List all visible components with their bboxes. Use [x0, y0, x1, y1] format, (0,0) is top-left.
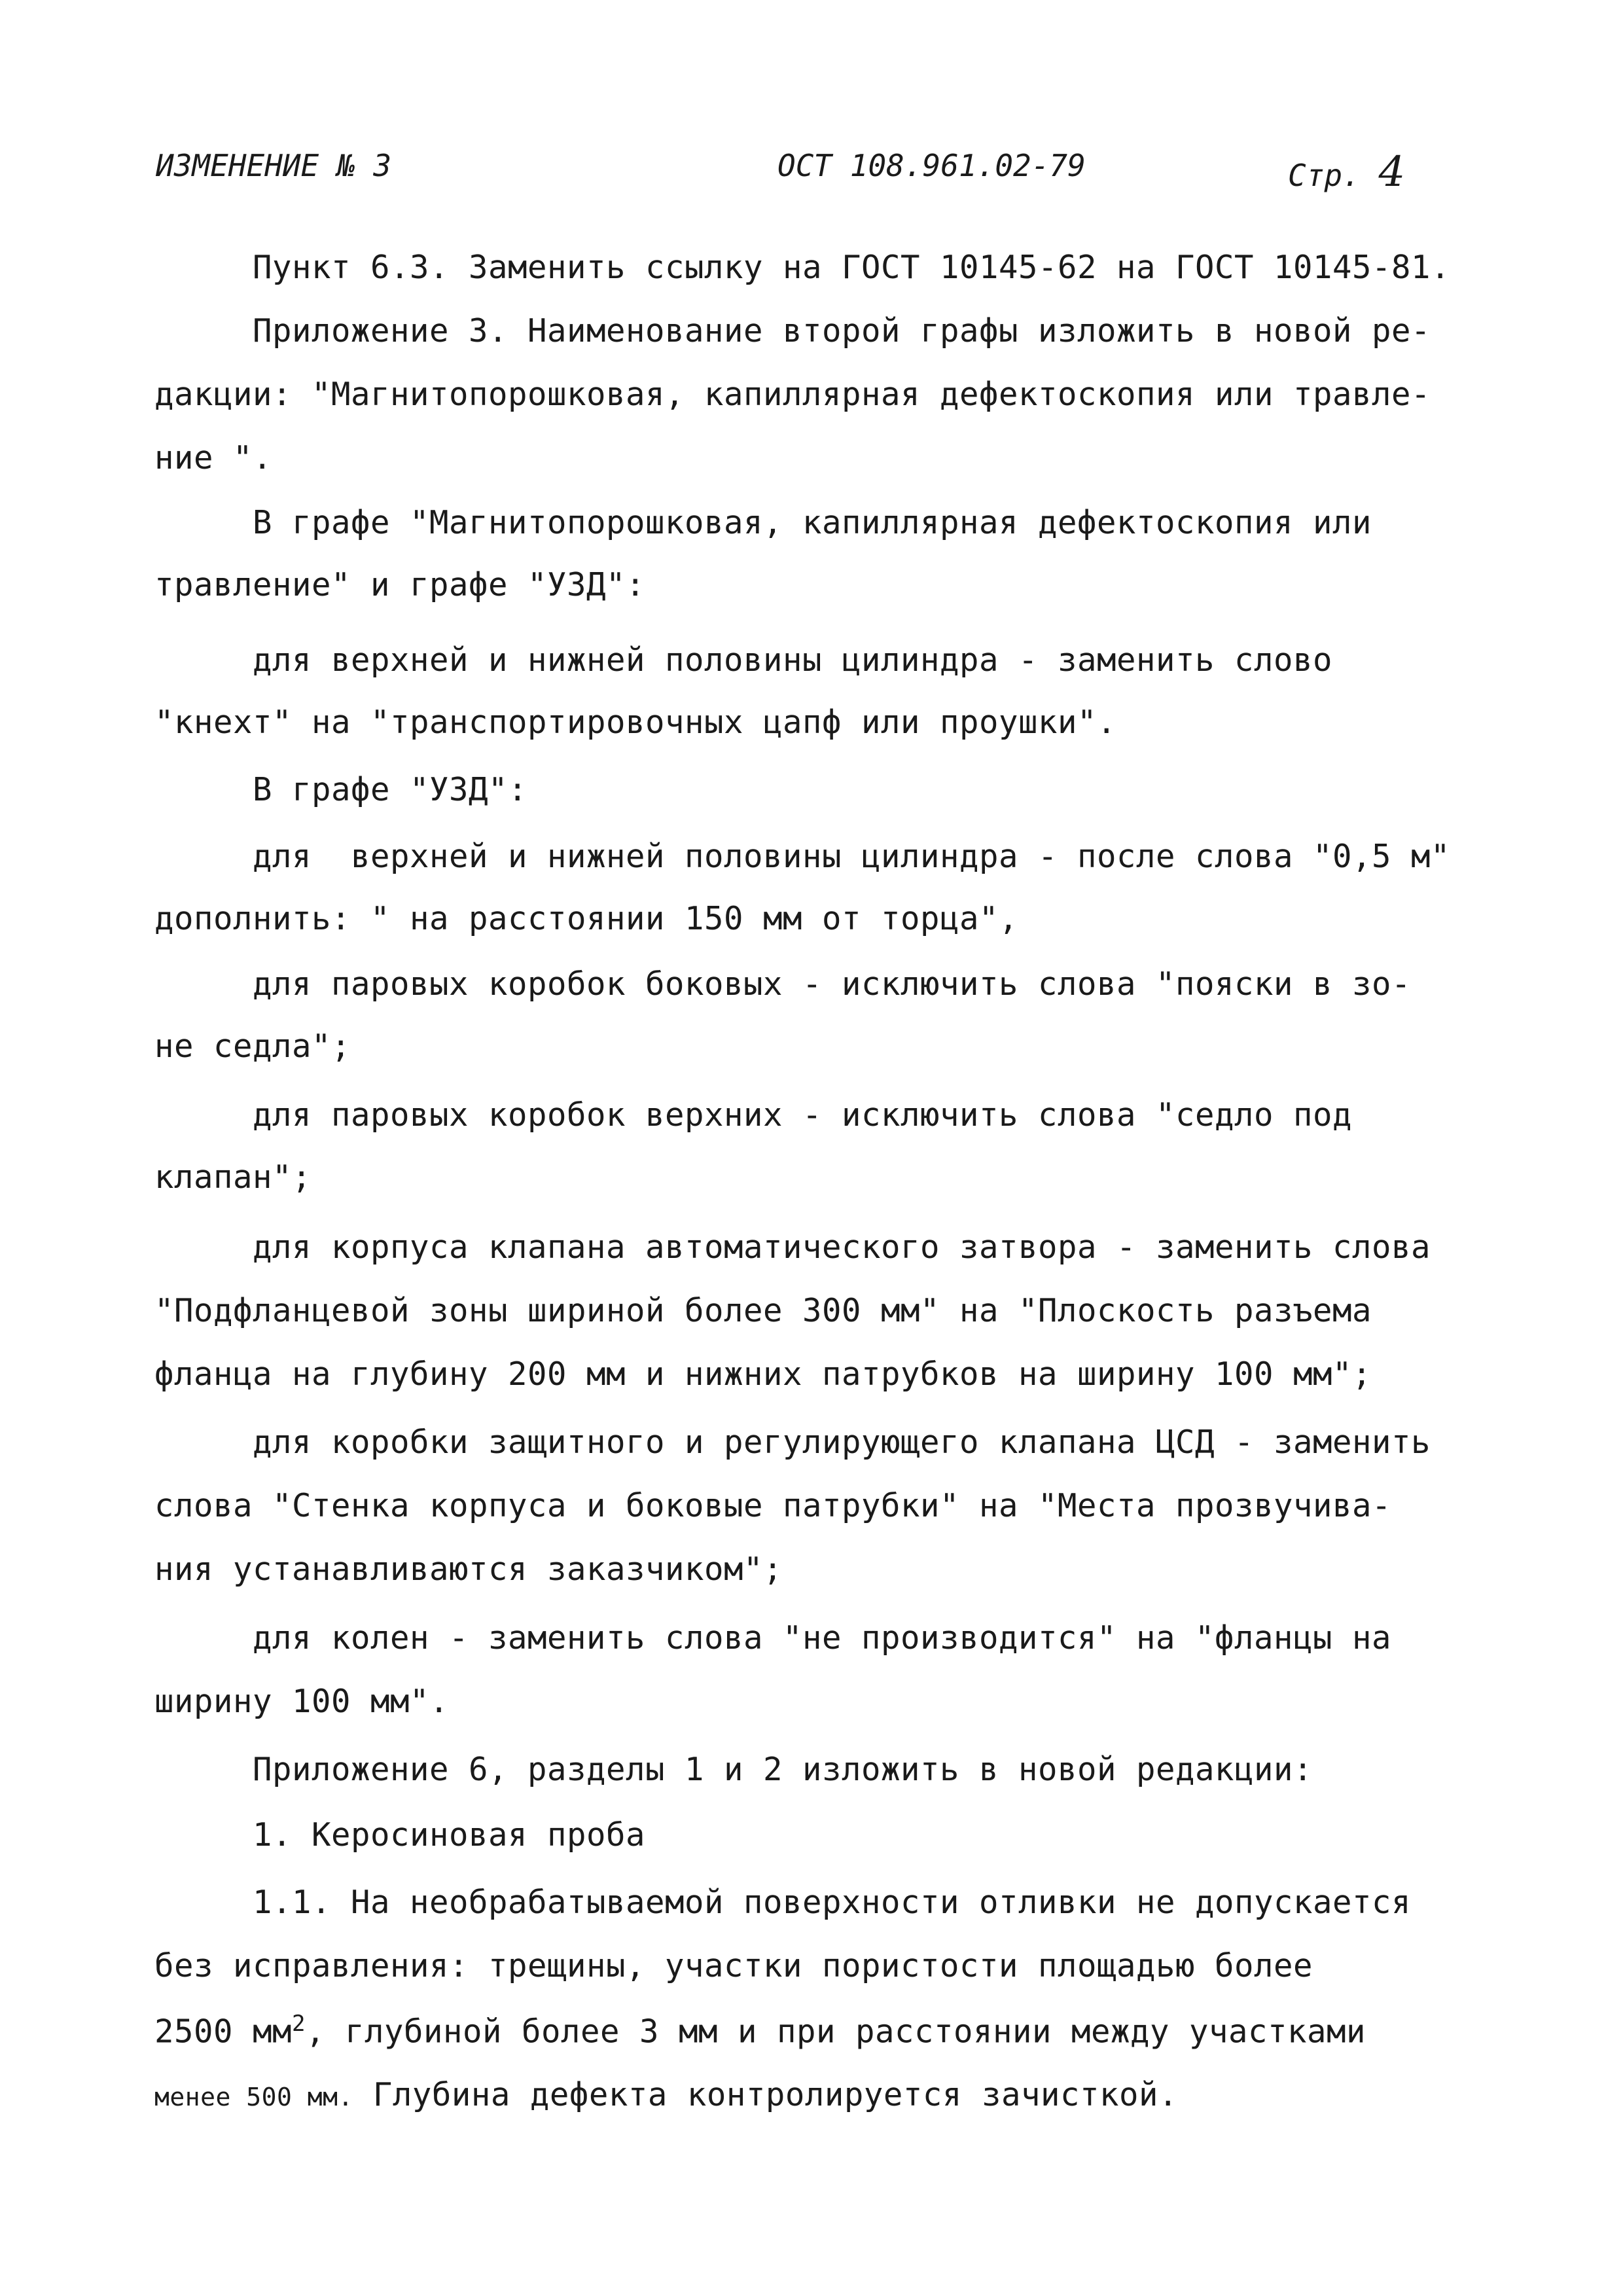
- text-line: травление" и графе "УЗД":: [154, 566, 646, 603]
- text-line: ширину 100 мм".: [154, 1683, 450, 1720]
- text-line: слова "Стенка корпуса и боковые патрубки" на "Места прозвучива-: [154, 1487, 1392, 1524]
- text-line: дакции: "Магнитопорошковая, капиллярная дефектоскопия или травле-: [154, 376, 1431, 413]
- page-label: [1288, 148, 1405, 196]
- text-continuation: , глубиной более 3 мм и при расстоянии между участками: [306, 2013, 1366, 2051]
- text-line: для паровых коробок верхних - исключить слова "седло под: [253, 1096, 1353, 1134]
- text-line: без исправления: трещины, участки пористости площадью более: [154, 1947, 1313, 1984]
- standard-code: ОСТ 108.961.02-79: [777, 148, 1086, 183]
- text-line: клапан";: [154, 1158, 312, 1196]
- text-line: для паровых коробок боковых - исключить слова "пояски в зо-: [253, 965, 1412, 1003]
- text-line: ния устанавливаются заказчиком";: [154, 1551, 783, 1588]
- text-line: для колен - заменить слова "не производится" на "фланцы на: [253, 1619, 1392, 1657]
- text-line: для коробки защитного и регулирующего клапана ЦСД - заменить: [253, 1424, 1431, 1461]
- page-number: 4: [1378, 148, 1406, 196]
- small-text: менее 500 мм.: [154, 2083, 353, 2111]
- page-label-text: Стр.: [1288, 158, 1361, 193]
- text-line: фланца на глубину 200 мм и нижних патрубков на ширину 100 мм";: [154, 1355, 1372, 1393]
- text-line: [154, 2011, 1366, 2050]
- text-line: ние ".: [154, 439, 273, 476]
- text-line: Приложение 6, разделы 1 и 2 изложить в новой редакции:: [253, 1751, 1313, 1788]
- text-line: Приложение 3. Наименование второй графы изложить в новой ре-: [253, 312, 1431, 350]
- text-continuation: Глубина дефекта контролируется зачисткой.: [353, 2076, 1178, 2113]
- superscript-2: 2: [292, 2011, 306, 2037]
- text-line: "Подфланцевой зоны шириной более 300 мм" на "Плоскость разъема: [154, 1292, 1372, 1329]
- amendment-number: ИЗМЕНЕНИЕ № 3: [156, 148, 392, 183]
- text-line: 1.1. На необрабатываемой поверхности отливки не допускается: [253, 1884, 1412, 1921]
- text-line: дополнить: " на расстоянии 150 мм от торца",: [154, 900, 1019, 937]
- text-line: В графе "Магнитопорошковая, капиллярная дефектоскопия или: [253, 504, 1372, 541]
- text-line: В графе "УЗД":: [253, 771, 528, 808]
- text-line: для верхней и нижней половины цилиндра - после слова "0,5 м": [253, 838, 1451, 875]
- text-line: Пункт 6.3. Заменить ссылку на ГОСТ 10145-62 на ГОСТ 10145-81.: [253, 249, 1451, 286]
- text-line: "кнехт" на "транспортировочных цапф или проушки".: [154, 704, 1117, 741]
- text-line: 1. Керосиновая проба: [253, 1816, 646, 1854]
- text-line: [154, 2076, 1178, 2113]
- area-value: 2500 мм: [154, 2013, 293, 2051]
- text-line: для корпуса клапана автоматического затвора - заменить слова: [253, 1229, 1431, 1266]
- text-line: не седла";: [154, 1028, 351, 1065]
- text-line: для верхней и нижней половины цилиндра - заменить слово: [253, 641, 1333, 679]
